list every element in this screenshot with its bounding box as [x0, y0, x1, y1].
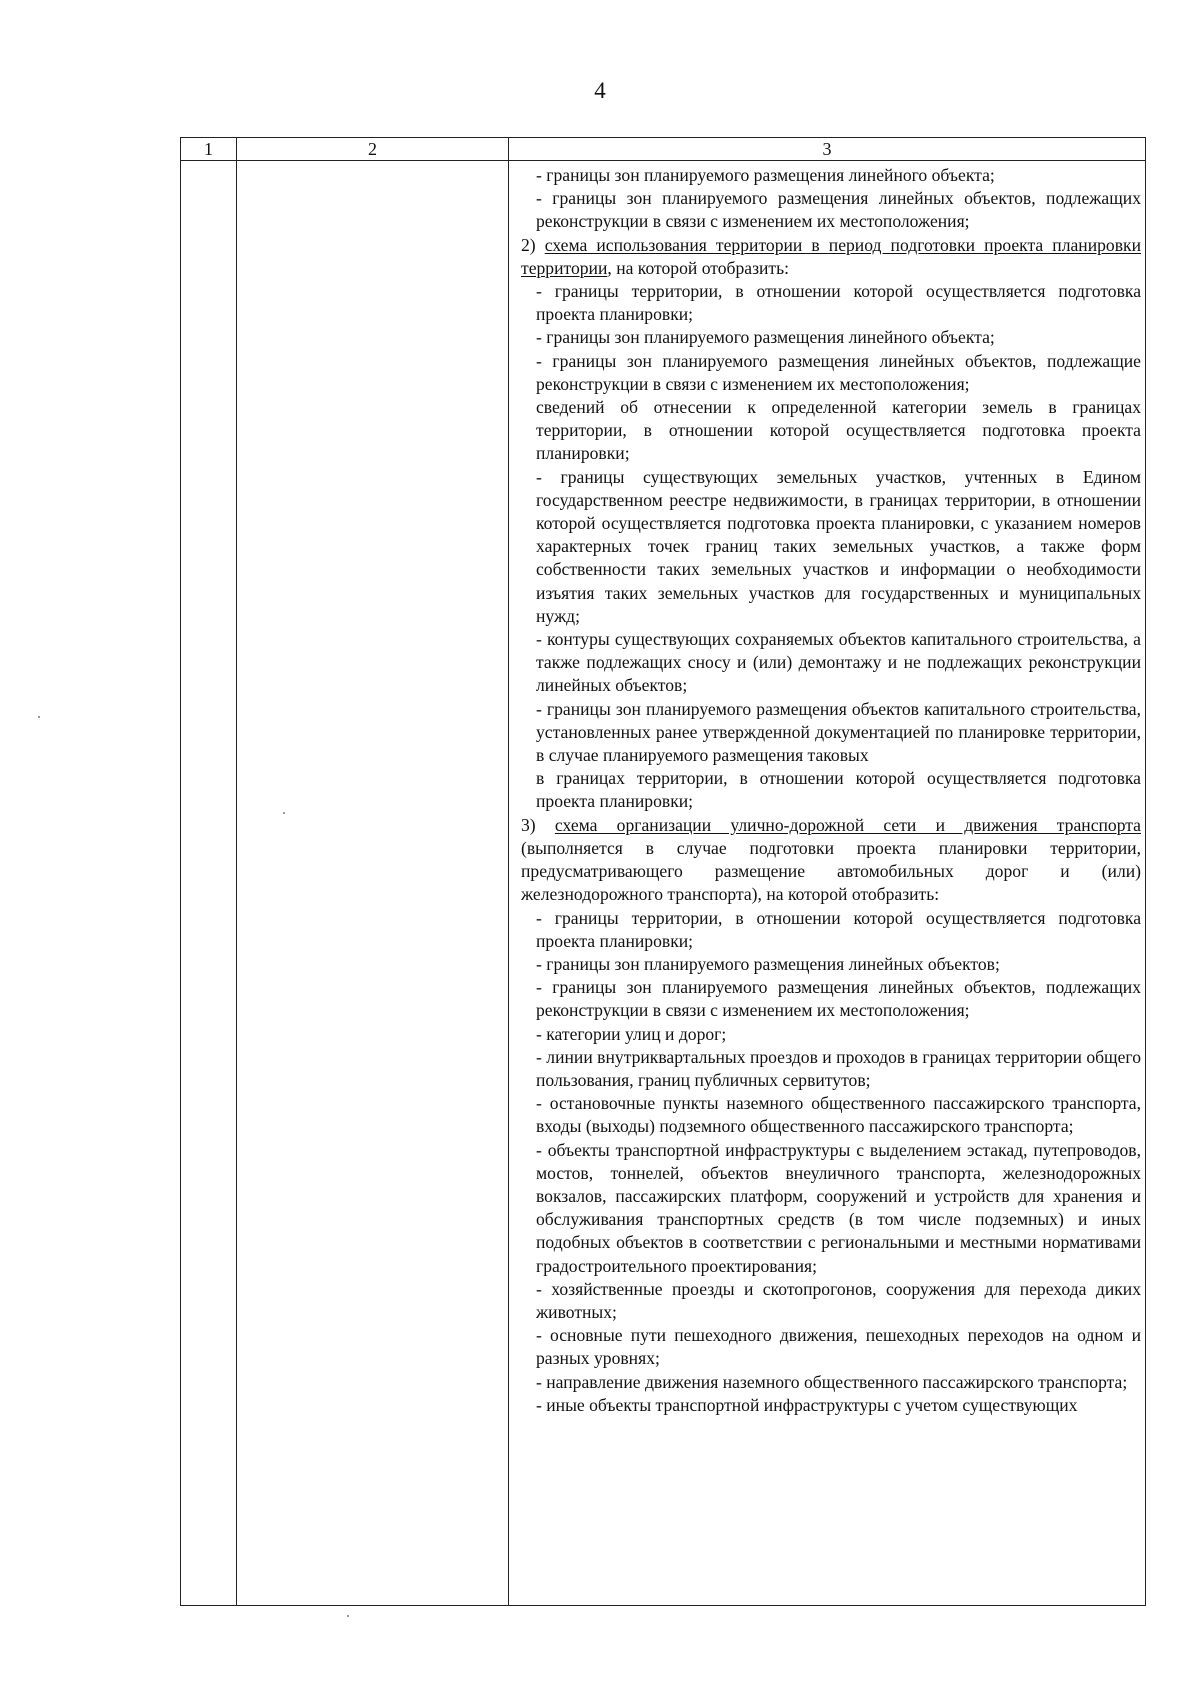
column-3-paragraph [521, 1139, 1141, 1278]
column-3-paragraph [521, 396, 1141, 466]
column-3-paragraph [521, 350, 1141, 396]
column-3-paragraph [521, 698, 1141, 768]
column-3-paragraph [521, 1092, 1141, 1138]
paragraph-text: - границы зон планируемого размещения линейных объектов, подлежащих реконструкции в связи с изменением их местоположения; [536, 977, 1141, 1021]
paragraph-text: - границы зон планируемого размещения линейного объекта; [536, 327, 995, 348]
list-number: 2) [521, 234, 545, 255]
paragraph-text: - объекты транспортной инфраструктуры с выделением эстакад, путепроводов, мостов, тоннелей, объектов внеуличного транспорта, железнодорожных вокзалов, пассажирских платформ, сооружений и устройств для хранения и обслуживания транспортных средств (в том числе подземных) и иных подобных объектов в соответствии с региональными и местными нормативами градостроительного проектирования; [536, 1139, 1141, 1276]
column-3-paragraph [521, 1023, 1141, 1046]
underlined-heading: схема организации улично-дорожной сети и движения транспорта [554, 814, 1141, 835]
paragraph-text: - остановочные пункты наземного общественного пассажирского транспорта, входы (выходы) подземного общественного пассажирского транспорта; [536, 1093, 1141, 1137]
paragraph-text: - контуры существующих сохраняемых объектов капитального строительства, а также подлежащих сносу и (или) демонтажу и не подлежащих реконструкции линейных объектов; [536, 629, 1141, 696]
paragraph-text: - иные объекты транспортной инфраструктуры с учетом существующих [536, 1394, 1078, 1415]
paragraph-text: (выполняется в случае подготовки проекта планировки территории, предусматривающего размещение автомобильных дорог и (или) железнодорожного транспорта), на которой отобразить: [521, 837, 1141, 905]
paragraph-text: , на которой отобразить: [607, 257, 790, 278]
list-number: 3) [521, 814, 555, 835]
column-3-paragraph [521, 1278, 1141, 1324]
underlined-heading: схема использования территории в период подготовки проекта планировки территории [521, 234, 1141, 278]
column-3-paragraph [521, 234, 1141, 280]
column-3-paragraph [521, 1046, 1141, 1092]
column-3-paragraph [521, 953, 1141, 976]
column-2-cell [237, 161, 509, 1606]
column-3-paragraph [521, 976, 1141, 1022]
content-table [180, 137, 1146, 1606]
paragraph-text: - направление движения наземного общественного пассажирского транспорта; [536, 1371, 1128, 1392]
paragraph-text: - границы территории, в отношении которой осуществляется подготовка проекта планировки; [536, 281, 1141, 325]
paragraph-text: сведений об отнесении к определенной категории земель в границах территории, в отношении которой осуществляется подготовка проекта планировки; [536, 397, 1141, 464]
column-3-paragraph [521, 1324, 1141, 1370]
paragraph-text: - границы зон планируемого размещения линейного объекта; [536, 165, 995, 185]
column-3-paragraph [521, 767, 1141, 813]
column-3-cell [509, 161, 1146, 1606]
paragraph-text: - линии внутриквартальных проездов и проходов в границах территории общего пользования, границ публичных сервитутов; [536, 1046, 1141, 1090]
paragraph-text: - границы зон планируемого размещения объектов капитального строительства, установленных ранее утвержденной документацией по планировке территории, в случае планируемого размещения таковых [536, 698, 1141, 766]
paragraph-text: - границы зон планируемого размещения линейных объектов, подлежащие реконструкции в связи с изменением их местоположения; [536, 350, 1141, 394]
paragraph-text: - основные пути пешеходного движения, пешеходных переходов на одном и разных уровнях; [536, 1325, 1141, 1369]
paragraph-text: - категории улиц и дорог; [536, 1023, 727, 1044]
column-3-content [509, 161, 1145, 1417]
column-3-paragraph [521, 326, 1141, 349]
scan-speck [347, 1615, 349, 1617]
column-3-paragraph [521, 907, 1141, 953]
column-3-paragraph [521, 628, 1141, 698]
page-number: 4 [594, 78, 606, 103]
column-3-paragraph [521, 1371, 1141, 1394]
column-3-paragraph [521, 1394, 1141, 1417]
scan-speck [283, 812, 285, 814]
table-header-row [181, 138, 1146, 161]
paragraph-text: в границах территории, в отношении которой осуществляется подготовка проекта планировки; [536, 768, 1141, 812]
column-3-paragraph [521, 280, 1141, 326]
paragraph-text: - границы существующих земельных участков, учтенных в Едином государственном реестре недвижимости, в границах территории, в отношении которой осуществляется подготовка проекта планировки, с указанием номеров характерных точек границ таких земельных участков, а также форм собственности таких земельных участков и информации о необходимости изъятия таких земельных участков для государственных и муниципальных нужд; [536, 466, 1141, 626]
paragraph-text: - границы зон планируемого размещения линейных объектов, подлежащих реконструкции в связи с изменением их местоположения; [536, 188, 1141, 232]
column-1-cell [181, 161, 237, 1606]
paragraph-text: - границы территории, в отношении которой осуществляется подготовка проекта планировки; [536, 907, 1141, 951]
scan-speck [38, 716, 40, 718]
column-header-3: 3 [509, 138, 1146, 161]
column-3-paragraph [521, 187, 1141, 233]
column-3-paragraph [521, 164, 1141, 187]
column-3-paragraph [521, 814, 1141, 907]
column-header-2: 2 [237, 138, 509, 161]
column-header-1: 1 [181, 138, 237, 161]
paragraph-text: - границы зон планируемого размещения линейных объектов; [536, 953, 1000, 974]
table-row [181, 161, 1146, 1606]
column-3-paragraph [521, 466, 1141, 628]
paragraph-text: - хозяйственные проезды и скотопрогонов, сооружения для перехода диких животных; [536, 1278, 1141, 1322]
